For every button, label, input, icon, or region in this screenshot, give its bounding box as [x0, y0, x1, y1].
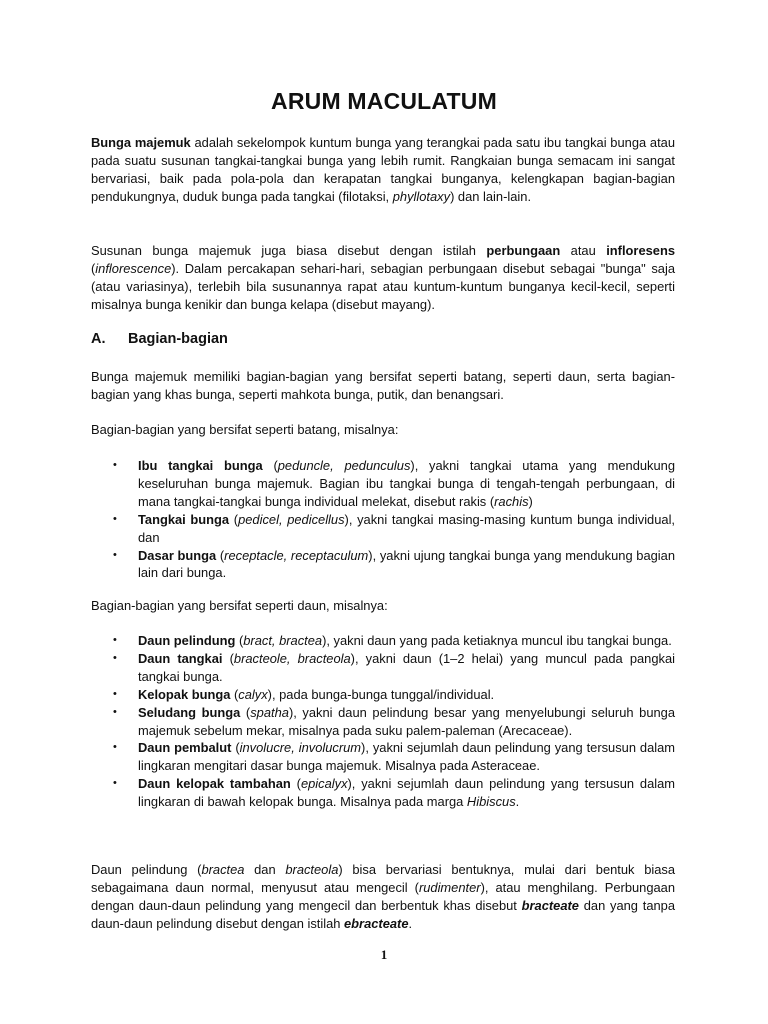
term-latin: bracteola [285, 862, 339, 877]
term-latin: calyx [238, 686, 268, 702]
term-latin: rachis [494, 493, 529, 509]
bullet-icon: • [113, 777, 117, 790]
bullet-icon: • [113, 459, 117, 471]
text: ), yakni tangkai utama yang mendukung keseluruhan bunga majemuk. Bagian ibu tangkai bunga di tengah-tengah perbungaan, di mana tangkai-tangkai bunga individual melekat, disebut rakis ( [138, 458, 675, 509]
term-ebracteate: ebracteate [344, 915, 409, 931]
text: ), yakni daun (1–2 helai) yang muncul pada pangkai tangkai bunga. [138, 650, 675, 684]
term-bracteate: bracteate [521, 897, 579, 913]
text: . [515, 794, 520, 810]
text: atau [560, 243, 607, 258]
paragraph-perbungaan [91, 242, 675, 314]
bullet-icon: • [113, 705, 117, 718]
text: adalah sekelompok kuntum bunga yang terangkai pada satu ibu tangkai bunga atau pada suatu susunan tangkai-tangkai bunga yang lebih rumit. Rangkaian bunga semacam ini sangat bervariasi, baik pada pola-pola dan kerapatan tangkai bunganya, kelengkapan bagian-bagian pendukungnya, duduk bunga pada tangkai (filotaksi, [91, 135, 675, 204]
text: ) [528, 493, 533, 509]
text: Susunan bunga majemuk juga biasa disebut dengan istilah [91, 243, 487, 258]
text: ), yakni tangkai masing-masing kuntum bunga individual, dan [138, 511, 676, 545]
bullet-icon: • [113, 634, 117, 646]
bullet-icon: • [113, 741, 117, 754]
term-latin: pedicel, pedicellus [238, 511, 345, 527]
text: ). Dalam percakapan sehari-hari, sebagian perbungaan disebut sebagai "bunga" saja (atau variasinya), terlebih bila susunannya rapat atau kuntum-kuntum bunganya kecil-kecil, seperti misalnya bunga kenikir dan bunga kelapa (disebut mayang). [91, 260, 675, 312]
term-infloresens: infloresens [606, 243, 675, 258]
text: ( [229, 511, 239, 527]
text: ( [91, 260, 96, 276]
paragraph-intro [91, 134, 675, 206]
term-latin: peduncle, pedunculus [277, 458, 411, 473]
term: Ibu tangkai bunga [138, 458, 263, 473]
term-latin: epicalyx [300, 776, 348, 792]
term-latin: bracteole, bracteola [233, 650, 351, 666]
bullet-icon: • [113, 548, 117, 561]
list-stem-parts [91, 457, 675, 582]
bullet-icon: • [113, 687, 117, 700]
list-item [91, 457, 675, 511]
term-latin: rudimenter [418, 879, 481, 895]
term: Daun pelindung [138, 633, 236, 648]
text: ( [290, 776, 301, 792]
term-latin: spatha [250, 704, 289, 720]
term: Dasar bunga [138, 547, 217, 563]
term: Daun kelopak tambahan [138, 776, 291, 792]
text: ), yakni ujung tangkai bunga yang mendukung bagian lain dari bunga. [138, 547, 675, 581]
text: ), yakni sejumlah daun pelindung yang tersusun dalam lingkaran di bawah kelopak bunga. Misalnya pada marga [138, 776, 676, 810]
text: ), pada bunga-bunga tunggal/individual. [267, 686, 495, 702]
text: . [408, 915, 413, 931]
section-number: A. [91, 331, 106, 347]
paragraph-daun-intro: Bagian-bagian yang bersifat seperti daun, misalnya: [91, 598, 388, 613]
text: ) dan lain-lain. [450, 188, 532, 204]
text: ( [235, 633, 244, 648]
list-item [91, 739, 675, 775]
text: ) bisa bervariasi bentuknya, mulai dari bentuk biasa sebagaimana daun normal, menyusut atau mengecil ( [91, 862, 676, 895]
text: ( [216, 547, 225, 563]
paragraph-batang-intro: Bagian-bagian yang bersifat seperti batang, misalnya: [91, 422, 399, 437]
list-item [91, 686, 675, 704]
section-heading [91, 331, 675, 349]
term: Daun tangkai [138, 650, 223, 666]
term-latin: bractea [201, 862, 245, 877]
text: ( [230, 686, 239, 702]
text: ( [222, 650, 234, 666]
term-phyllotaxy: phyllotaxy [392, 188, 451, 204]
text: Daun pelindung ( [91, 862, 202, 877]
list-item [91, 547, 675, 583]
list-leaf-parts [91, 632, 675, 811]
paragraph-daun-pelindung [91, 861, 675, 933]
text: dan yang tanpa daun-daun pelindung disebut dengan istilah [91, 897, 676, 931]
list-item [91, 632, 675, 650]
text: ), yakni daun yang pada ketiaknya muncul ibu tangkai bunga. [322, 633, 672, 648]
term: Tangkai bunga [138, 511, 230, 527]
term-inflorescence: inflorescence [95, 260, 172, 276]
term-latin: bract, bractea [243, 633, 323, 648]
paragraph-bagian: Bunga majemuk memiliki bagian-bagian yang bersifat seperti batang, seperti daun, serta bagian-bagian yang khas bunga, seperti mahkota bunga, putik, dan benangsari. [91, 369, 675, 402]
term-latin: Hibiscus [466, 794, 516, 810]
list-item [91, 775, 675, 811]
text: ), atau menghilang. Perbungaan dengan daun-daun pelindung yang mengecil dan berbentuk khas disebut [91, 879, 676, 913]
text: ( [262, 458, 278, 473]
list-item [91, 511, 675, 547]
text: dan [244, 862, 286, 877]
text: ), yakni sejumlah daun pelindung yang tersusun dalam lingkaran mengitari dasar bunga majemuk. Misalnya pada Asteraceae. [138, 740, 676, 774]
text: ( [231, 740, 240, 756]
term: Kelopak bunga [138, 686, 231, 702]
term-latin: involucre, involucrum [239, 740, 362, 756]
bullet-icon: • [113, 651, 117, 664]
page-title: ARUM MACULATUM [271, 88, 497, 114]
term: Daun pembalut [138, 740, 232, 756]
text: ( [240, 704, 251, 720]
list-item [91, 704, 675, 740]
text: ), yakni daun pelindung besar yang menyelubungi seluruh bunga majemuk sebelum mekar, misalnya pada suku palem-paleman (Arecaceae). [138, 704, 676, 738]
list-item [91, 650, 675, 686]
page-number: 1 [380, 947, 388, 962]
section-label: Bagian-bagian [128, 331, 228, 347]
term: Seludang bunga [138, 704, 241, 720]
term-latin: receptacle, receptaculum [224, 547, 369, 563]
term-perbungaan: perbungaan [486, 243, 561, 258]
term-bunga-majemuk: Bunga majemuk [91, 135, 191, 150]
bullet-icon: • [113, 512, 117, 525]
